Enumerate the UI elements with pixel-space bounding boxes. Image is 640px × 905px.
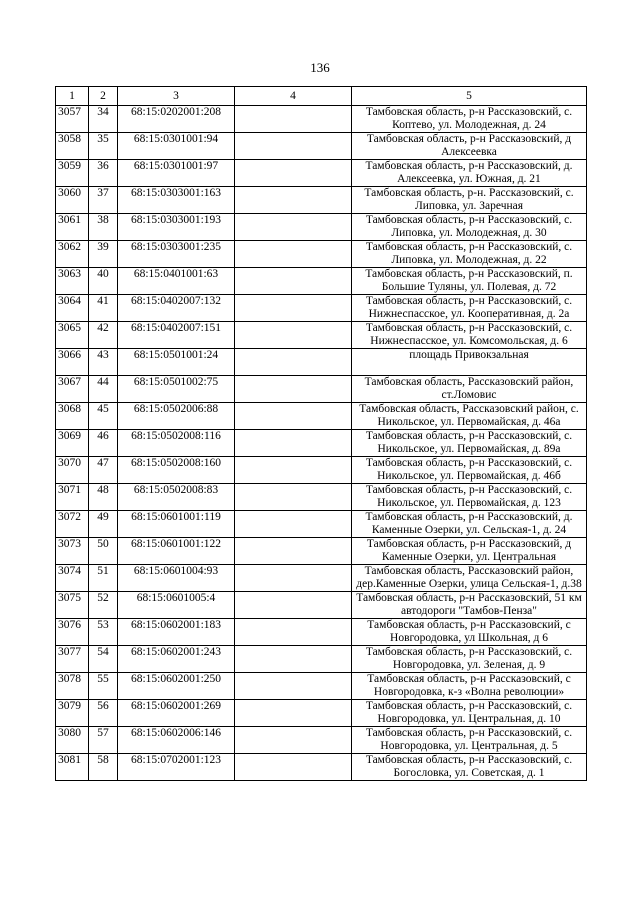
row-number-cell: 3063 <box>56 268 89 295</box>
cadastral-number-cell: 68:15:0502008:116 <box>118 430 235 457</box>
row-number-cell: 3072 <box>56 511 89 538</box>
cadastral-number-cell: 68:15:0501001:24 <box>118 349 235 376</box>
registry-table <box>55 86 587 781</box>
table-row <box>56 484 587 511</box>
index-cell: 39 <box>89 241 118 268</box>
column-4-cell <box>235 754 352 781</box>
table-row <box>56 646 587 673</box>
address-cell: Тамбовская область, р-н Рассказовский, д Алексеевка <box>352 133 587 160</box>
table-row <box>56 619 587 646</box>
index-cell: 53 <box>89 619 118 646</box>
cadastral-number-cell: 68:15:0301001:97 <box>118 160 235 187</box>
index-cell: 38 <box>89 214 118 241</box>
column-4-cell <box>235 538 352 565</box>
cadastral-number-cell: 68:15:0602001:250 <box>118 673 235 700</box>
index-cell: 47 <box>89 457 118 484</box>
row-number-cell: 3067 <box>56 376 89 403</box>
row-number-cell: 3061 <box>56 214 89 241</box>
table-row <box>56 241 587 268</box>
row-number-cell: 3071 <box>56 484 89 511</box>
row-number-cell: 3075 <box>56 592 89 619</box>
row-number-cell: 3073 <box>56 538 89 565</box>
column-4-cell <box>235 619 352 646</box>
row-number-cell: 3070 <box>56 457 89 484</box>
address-cell: Тамбовская область, р-н Рассказовский, д. Алексеевка, ул. Южная, д. 21 <box>352 160 587 187</box>
index-cell: 45 <box>89 403 118 430</box>
table-row <box>56 457 587 484</box>
cadastral-number-cell: 68:15:0301001:94 <box>118 133 235 160</box>
row-number-cell: 3057 <box>56 106 89 133</box>
row-number-cell: 3077 <box>56 646 89 673</box>
address-cell: Тамбовская область, р-н Рассказовский, с. Нижнеспасское, ул. Кооперативная, д. 2а <box>352 295 587 322</box>
row-number-cell: 3081 <box>56 754 89 781</box>
row-number-cell: 3074 <box>56 565 89 592</box>
cadastral-number-cell: 68:15:0602001:269 <box>118 700 235 727</box>
column-4-cell <box>235 673 352 700</box>
row-number-cell: 3068 <box>56 403 89 430</box>
index-cell: 44 <box>89 376 118 403</box>
row-number-cell: 3064 <box>56 295 89 322</box>
cadastral-number-cell: 68:15:0702001:123 <box>118 754 235 781</box>
table-row <box>56 403 587 430</box>
address-cell: Тамбовская область, р-н Рассказовский, с Новгородовка, ул Школьная, д 6 <box>352 619 587 646</box>
index-cell: 52 <box>89 592 118 619</box>
address-cell: Тамбовская область, Рассказовский район, ст.Ломовис <box>352 376 587 403</box>
index-cell: 34 <box>89 106 118 133</box>
address-cell: Тамбовская область, р-н Рассказовский, с. Липовка, ул. Молодежная, д. 22 <box>352 241 587 268</box>
table-row <box>56 295 587 322</box>
address-cell: Тамбовская область, р-н Рассказовский, с. Никольское, ул. Первомайская, д. 123 <box>352 484 587 511</box>
row-number-cell: 3080 <box>56 727 89 754</box>
cadastral-number-cell: 68:15:0502006:88 <box>118 403 235 430</box>
index-cell: 43 <box>89 349 118 376</box>
table-header-row <box>56 87 587 106</box>
column-4-cell <box>235 214 352 241</box>
table-row <box>56 133 587 160</box>
cadastral-number-cell: 68:15:0601004:93 <box>118 565 235 592</box>
column-4-cell <box>235 133 352 160</box>
table-row <box>56 511 587 538</box>
row-number-cell: 3059 <box>56 160 89 187</box>
table-row <box>56 673 587 700</box>
cadastral-number-cell: 68:15:0601001:119 <box>118 511 235 538</box>
index-cell: 50 <box>89 538 118 565</box>
address-cell: Тамбовская область, р-н Рассказовский, с. Коптево, ул. Молодежная, д. 24 <box>352 106 587 133</box>
cadastral-number-cell: 68:15:0501002:75 <box>118 376 235 403</box>
address-cell: Тамбовская область, р-н Рассказовский, 51 км автодороги "Тамбов-Пенза" <box>352 592 587 619</box>
column-4-cell <box>235 646 352 673</box>
address-cell: Тамбовская область, Рассказовский район, с. Никольское, ул. Первомайская, д. 46а <box>352 403 587 430</box>
index-cell: 48 <box>89 484 118 511</box>
address-cell: Тамбовская область, р-н. Рассказовский, с. Липовка, ул. Заречная <box>352 187 587 214</box>
cadastral-number-cell: 68:15:0602001:243 <box>118 646 235 673</box>
table-row <box>56 268 587 295</box>
cadastral-number-cell: 68:15:0502008:160 <box>118 457 235 484</box>
row-number-cell: 3062 <box>56 241 89 268</box>
column-4-cell <box>235 700 352 727</box>
column-header-5: 5 <box>352 87 587 106</box>
index-cell: 49 <box>89 511 118 538</box>
row-number-cell: 3060 <box>56 187 89 214</box>
table-row <box>56 349 587 376</box>
column-4-cell <box>235 295 352 322</box>
cadastral-number-cell: 68:15:0402007:151 <box>118 322 235 349</box>
cadastral-number-cell: 68:15:0602006:146 <box>118 727 235 754</box>
cadastral-number-cell: 68:15:0601005:4 <box>118 592 235 619</box>
address-cell: Тамбовская область, р-н Рассказовский, с. Новгородовка, ул. Центральная, д. 10 <box>352 700 587 727</box>
address-cell: Тамбовская область, р-н Рассказовский, с. Новгородовка, ул. Центральная, д. 5 <box>352 727 587 754</box>
cadastral-number-cell: 68:15:0303001:163 <box>118 187 235 214</box>
table-row <box>56 754 587 781</box>
address-cell: Тамбовская область, р-н Рассказовский, с. Новгородовка, ул. Зеленая, д. 9 <box>352 646 587 673</box>
column-4-cell <box>235 106 352 133</box>
cadastral-number-cell: 68:15:0303001:193 <box>118 214 235 241</box>
table-row <box>56 160 587 187</box>
table-row <box>56 538 587 565</box>
index-cell: 58 <box>89 754 118 781</box>
table-row <box>56 430 587 457</box>
index-cell: 40 <box>89 268 118 295</box>
address-cell: Тамбовская область, р-н Рассказовский, с. Липовка, ул. Молодежная, д. 30 <box>352 214 587 241</box>
row-number-cell: 3076 <box>56 619 89 646</box>
address-cell: площадь Привокзальная <box>352 349 587 376</box>
cadastral-number-cell: 68:15:0401001:63 <box>118 268 235 295</box>
index-cell: 51 <box>89 565 118 592</box>
index-cell: 35 <box>89 133 118 160</box>
column-4-cell <box>235 322 352 349</box>
row-number-cell: 3066 <box>56 349 89 376</box>
index-cell: 36 <box>89 160 118 187</box>
address-cell: Тамбовская область, р-н Рассказовский, с. Никольское, ул. Первомайская, д. 46б <box>352 457 587 484</box>
column-4-cell <box>235 592 352 619</box>
index-cell: 57 <box>89 727 118 754</box>
column-header-3: 3 <box>118 87 235 106</box>
column-4-cell <box>235 241 352 268</box>
row-number-cell: 3065 <box>56 322 89 349</box>
index-cell: 41 <box>89 295 118 322</box>
column-header-2: 2 <box>89 87 118 106</box>
table-row <box>56 592 587 619</box>
cadastral-number-cell: 68:15:0602001:183 <box>118 619 235 646</box>
row-number-cell: 3069 <box>56 430 89 457</box>
column-4-cell <box>235 484 352 511</box>
column-4-cell <box>235 349 352 376</box>
column-4-cell <box>235 403 352 430</box>
table-row <box>56 214 587 241</box>
table-row <box>56 727 587 754</box>
address-cell: Тамбовская область, р-н Рассказовский, с. Никольское, ул. Первомайская, д. 89а <box>352 430 587 457</box>
column-4-cell <box>235 430 352 457</box>
row-number-cell: 3079 <box>56 700 89 727</box>
address-cell: Тамбовская область, р-н Рассказовский, п. Большие Туляны, ул. Полевая, д. 72 <box>352 268 587 295</box>
column-header-4: 4 <box>235 87 352 106</box>
column-4-cell <box>235 160 352 187</box>
row-number-cell: 3058 <box>56 133 89 160</box>
table-row <box>56 322 587 349</box>
index-cell: 46 <box>89 430 118 457</box>
row-number-cell: 3078 <box>56 673 89 700</box>
column-4-cell <box>235 187 352 214</box>
table-row <box>56 700 587 727</box>
table-row <box>56 376 587 403</box>
index-cell: 37 <box>89 187 118 214</box>
cadastral-number-cell: 68:15:0202001:208 <box>118 106 235 133</box>
column-4-cell <box>235 268 352 295</box>
cadastral-number-cell: 68:15:0502008:83 <box>118 484 235 511</box>
index-cell: 55 <box>89 673 118 700</box>
cadastral-number-cell: 68:15:0402007:132 <box>118 295 235 322</box>
index-cell: 42 <box>89 322 118 349</box>
address-cell: Тамбовская область, Рассказовский район, дер.Каменные Озерки, улица Сельская-1, д.38 <box>352 565 587 592</box>
table-row <box>56 106 587 133</box>
column-4-cell <box>235 727 352 754</box>
page-number: 136 <box>310 60 330 75</box>
cadastral-number-cell: 68:15:0303001:235 <box>118 241 235 268</box>
address-cell: Тамбовская область, р-н Рассказовский, д Каменные Озерки, ул. Центральная <box>352 538 587 565</box>
address-cell: Тамбовская область, р-н Рассказовский, с. Нижнеспасское, ул. Комсомольская, д. 6 <box>352 322 587 349</box>
column-4-cell <box>235 376 352 403</box>
table-row <box>56 187 587 214</box>
table-row <box>56 565 587 592</box>
column-4-cell <box>235 511 352 538</box>
address-cell: Тамбовская область, р-н Рассказовский, д. Каменные Озерки, ул. Сельская-1, д. 24 <box>352 511 587 538</box>
column-4-cell <box>235 565 352 592</box>
index-cell: 56 <box>89 700 118 727</box>
column-header-1: 1 <box>56 87 89 106</box>
index-cell: 54 <box>89 646 118 673</box>
address-cell: Тамбовская область, р-н Рассказовский, с Новгородовка, к-з «Волна революции» <box>352 673 587 700</box>
cadastral-number-cell: 68:15:0601001:122 <box>118 538 235 565</box>
column-4-cell <box>235 457 352 484</box>
address-cell: Тамбовская область, р-н Рассказовский, с. Богословка, ул. Советская, д. 1 <box>352 754 587 781</box>
